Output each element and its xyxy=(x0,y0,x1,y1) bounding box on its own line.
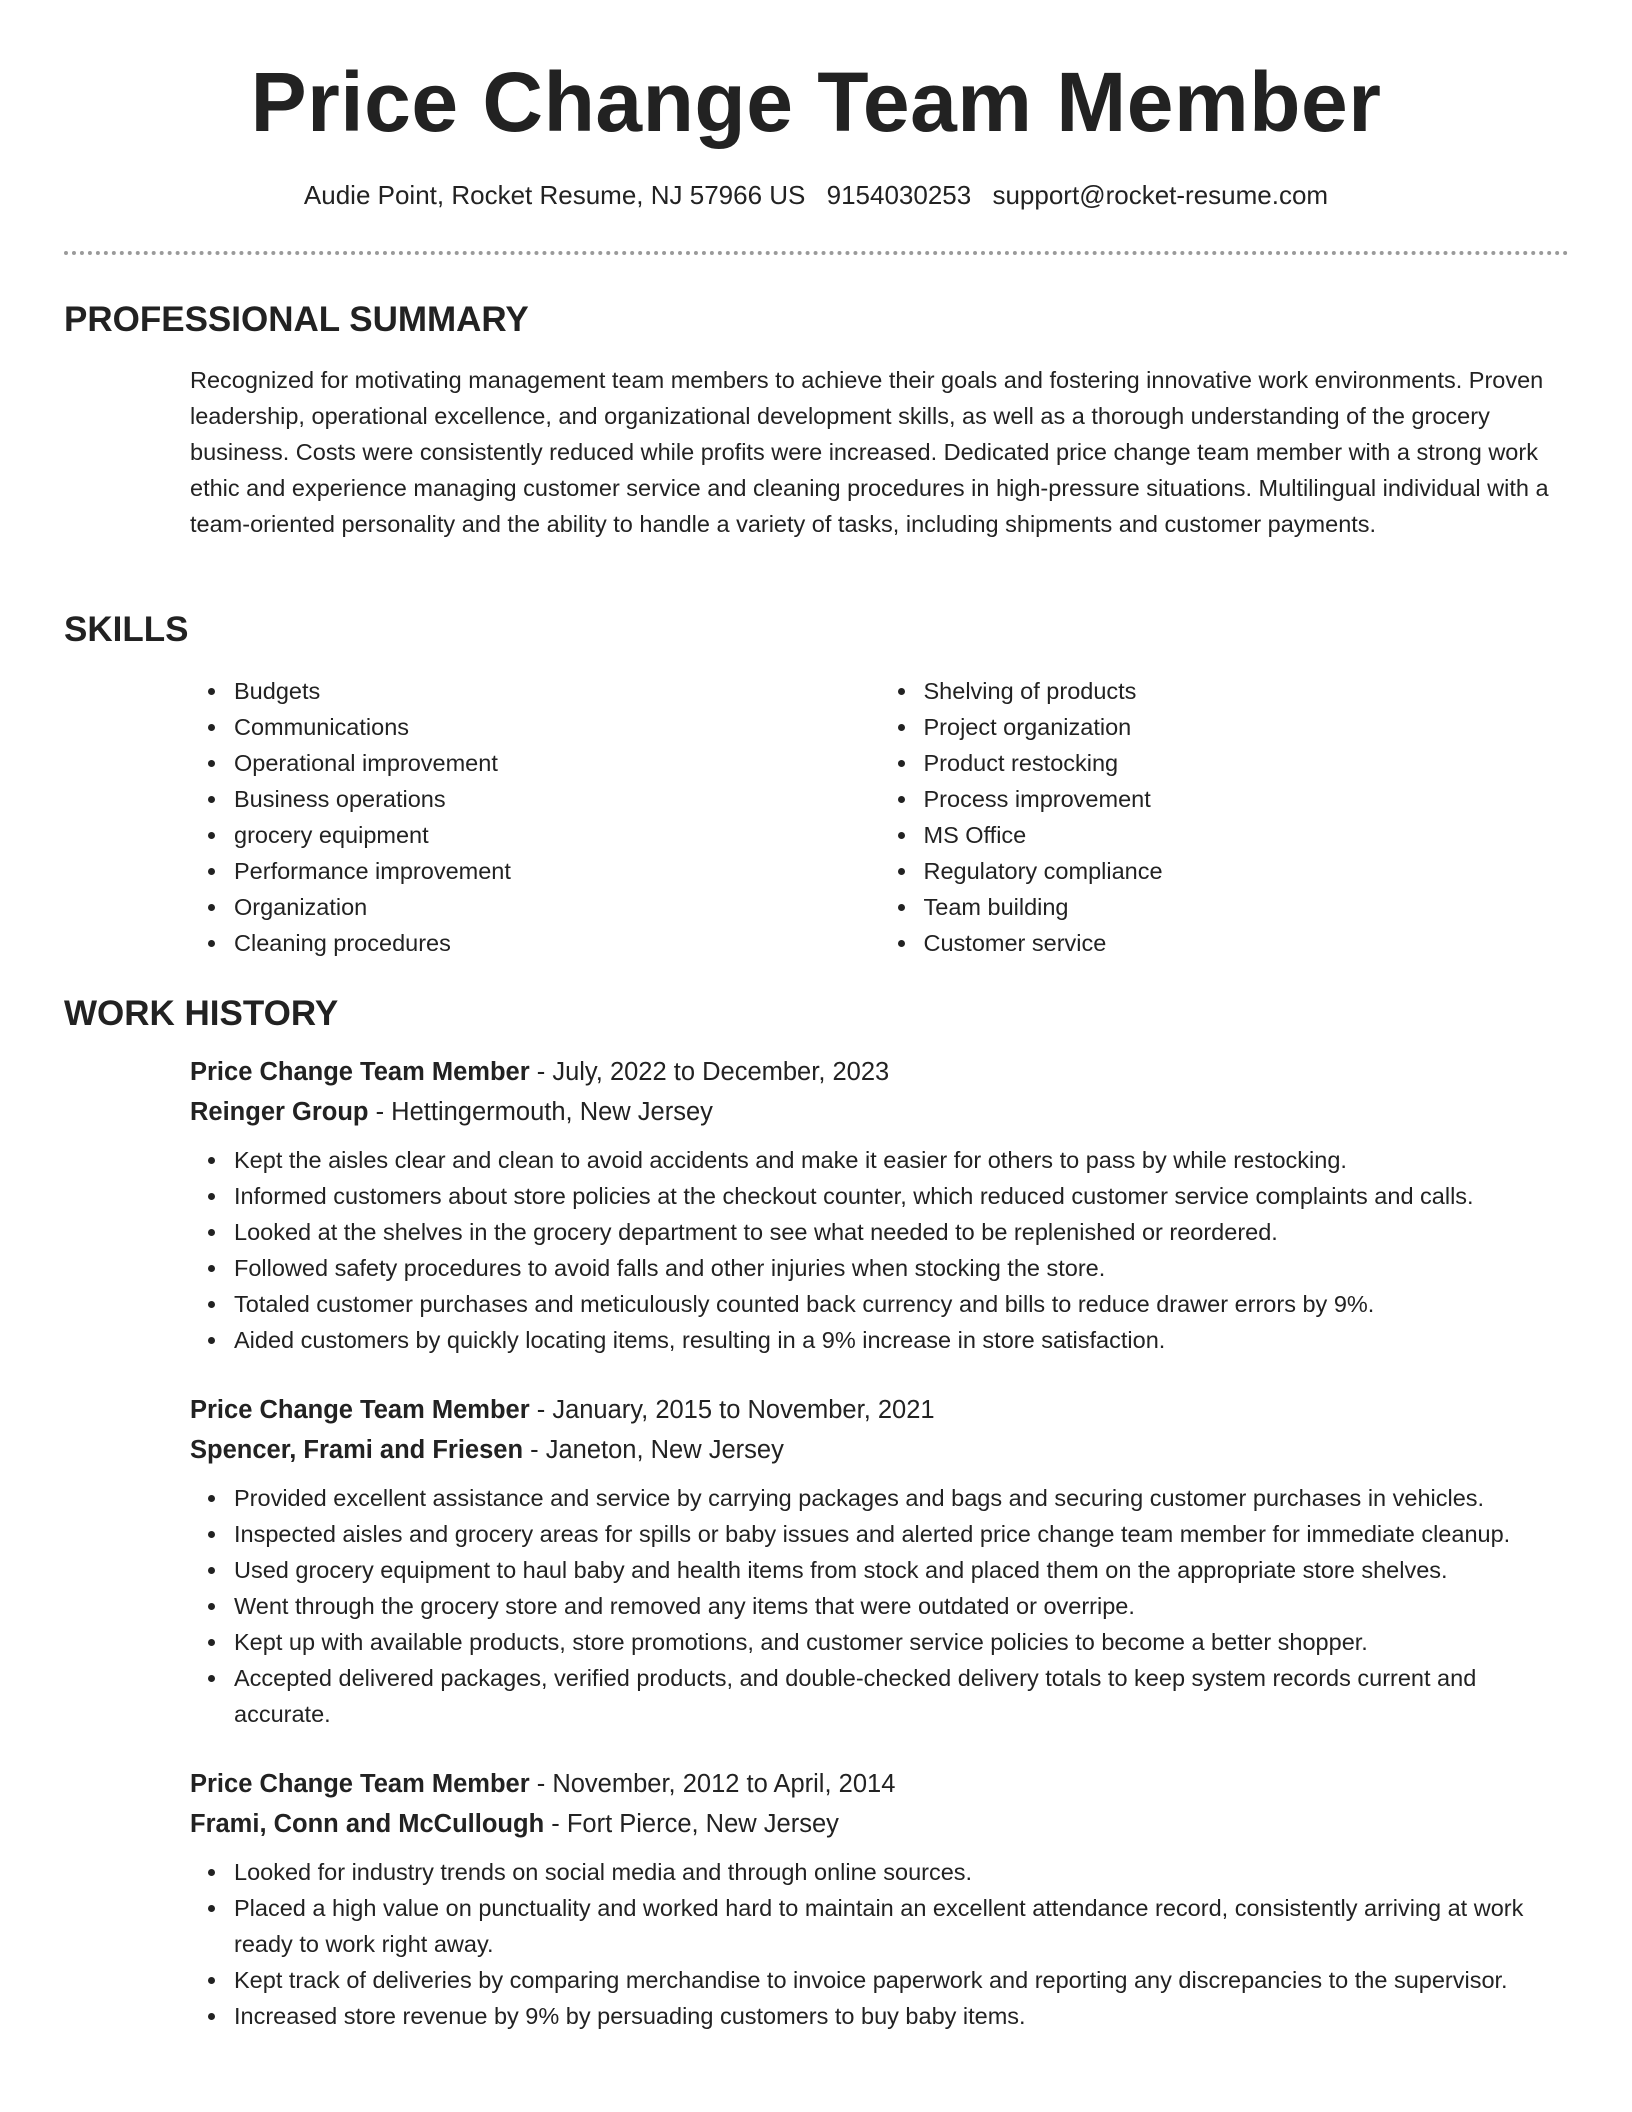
job-bullet: Increased store revenue by 9% by persuading customers to buy baby items. xyxy=(234,1998,1569,2034)
contact-email: support@rocket-resume.com xyxy=(992,180,1329,210)
job-company: Frami, Conn and McCullough xyxy=(190,1810,545,1838)
job-bullet: Looked at the shelves in the grocery department to see what needed to be replenished or reordered. xyxy=(234,1214,1569,1250)
job-company: Spencer, Frami and Friesen xyxy=(190,1436,524,1464)
job-bullet: Used grocery equipment to haul baby and health items from stock and placed them on the appropriate store shelves. xyxy=(234,1552,1569,1588)
skill-item: Communications xyxy=(234,709,880,745)
work-history-section xyxy=(64,994,1569,2034)
contact-address: Audie Point, Rocket Resume, NJ 57966 US xyxy=(303,180,806,210)
job-bullets xyxy=(190,1142,1569,1358)
skill-item: Team building xyxy=(924,889,1570,925)
skill-item: Business operations xyxy=(234,781,880,817)
skills-section xyxy=(64,610,1569,961)
job-entry xyxy=(190,1390,1569,1732)
job-entry xyxy=(190,1764,1569,2034)
job-dates: - July, 2022 to December, 2023 xyxy=(529,1058,890,1086)
job-bullet: Inspected aisles and grocery areas for spills or baby issues and alerted price change team member for immediate cleanup. xyxy=(234,1516,1569,1552)
skill-item: Cleaning procedures xyxy=(234,925,880,961)
skill-item: Performance improvement xyxy=(234,853,880,889)
candidate-name: Price Change Team Member xyxy=(250,55,1382,149)
job-entry xyxy=(190,1052,1569,1358)
job-role: Price Change Team Member xyxy=(190,1396,530,1424)
job-bullet: Totaled customer purchases and meticulously counted back currency and bills to reduce drawer errors by 9%. xyxy=(234,1286,1569,1322)
skill-item: MS Office xyxy=(924,817,1570,853)
job-company: Reinger Group xyxy=(190,1098,369,1126)
summary-text: Recognized for motivating management team members to achieve their goals and fostering innovative work environments. Proven leadership, operational excellence, and organizational development skills, as well as a thorough understanding of the grocery business. Costs were consistently reduced while profits were increased. Dedicated price change team member with a strong work ethic and experience managing customer service and cleaning procedures in high-pressure situations. Multilingual individual with a team-oriented personality and the ability to handle a variety of tasks, including shipments and customer payments. xyxy=(190,367,1549,537)
job-title-line xyxy=(190,1764,1569,1804)
job-company-line xyxy=(190,1804,1569,1844)
job-location: - Hettingermouth, New Jersey xyxy=(368,1098,713,1126)
job-location: - Janeton, New Jersey xyxy=(523,1436,784,1464)
job-company-line xyxy=(190,1430,1569,1470)
job-title-line xyxy=(190,1052,1569,1092)
skill-item: Shelving of products xyxy=(924,673,1570,709)
skill-item: Product restocking xyxy=(924,745,1570,781)
skills-list-right xyxy=(880,673,1570,961)
skill-item: Budgets xyxy=(234,673,880,709)
job-bullet: Kept up with available products, store promotions, and customer service policies to become a better shopper. xyxy=(234,1624,1569,1660)
job-bullet: Kept track of deliveries by comparing merchandise to invoice paperwork and reporting any discrepancies to the supervisor. xyxy=(234,1962,1569,1998)
contact-phone: 9154030253 xyxy=(826,180,972,210)
work-history-title: WORK HISTORY xyxy=(64,994,339,1033)
contact-line xyxy=(0,178,1632,212)
job-role: Price Change Team Member xyxy=(190,1770,530,1798)
resume-header xyxy=(0,0,1632,212)
job-bullets xyxy=(190,1480,1569,1732)
job-role: Price Change Team Member xyxy=(190,1058,530,1086)
skills-list-left xyxy=(190,673,880,961)
skill-item: Project organization xyxy=(924,709,1570,745)
job-bullet: Looked for industry trends on social media and through online sources. xyxy=(234,1854,1569,1890)
job-dates: - January, 2015 to November, 2021 xyxy=(529,1396,935,1424)
job-bullet: Accepted delivered packages, verified products, and double-checked delivery totals to keep system records current and accurate. xyxy=(234,1660,1569,1732)
header-divider xyxy=(64,251,1569,255)
skill-item: Regulatory compliance xyxy=(924,853,1570,889)
skills-columns xyxy=(190,673,1569,961)
job-bullet: Informed customers about store policies at the checkout counter, which reduced customer service complaints and calls. xyxy=(234,1178,1569,1214)
skill-item: grocery equipment xyxy=(234,817,880,853)
skills-title: SKILLS xyxy=(64,610,189,649)
job-title-line xyxy=(190,1390,1569,1430)
summary-title: PROFESSIONAL SUMMARY xyxy=(64,300,529,339)
job-bullet: Provided excellent assistance and service by carrying packages and bags and securing customer purchases in vehicles. xyxy=(234,1480,1569,1516)
skill-item: Process improvement xyxy=(924,781,1570,817)
skill-item: Operational improvement xyxy=(234,745,880,781)
job-bullet: Aided customers by quickly locating items, resulting in a 9% increase in store satisfaction. xyxy=(234,1322,1569,1358)
job-bullet: Placed a high value on punctuality and worked hard to maintain an excellent attendance record, consistently arriving at work ready to work right away. xyxy=(234,1890,1569,1962)
job-bullet: Went through the grocery store and removed any items that were outdated or overripe. xyxy=(234,1588,1569,1624)
job-bullets xyxy=(190,1854,1569,2034)
summary-section xyxy=(64,300,1569,542)
job-location: - Fort Pierce, New Jersey xyxy=(544,1810,839,1838)
skill-item: Customer service xyxy=(924,925,1570,961)
job-company-line xyxy=(190,1092,1569,1132)
job-bullet: Followed safety procedures to avoid falls and other injuries when stocking the store. xyxy=(234,1250,1569,1286)
job-dates: - November, 2012 to April, 2014 xyxy=(529,1770,896,1798)
job-bullet: Kept the aisles clear and clean to avoid accidents and make it easier for others to pass by while restocking. xyxy=(234,1142,1569,1178)
skill-item: Organization xyxy=(234,889,880,925)
